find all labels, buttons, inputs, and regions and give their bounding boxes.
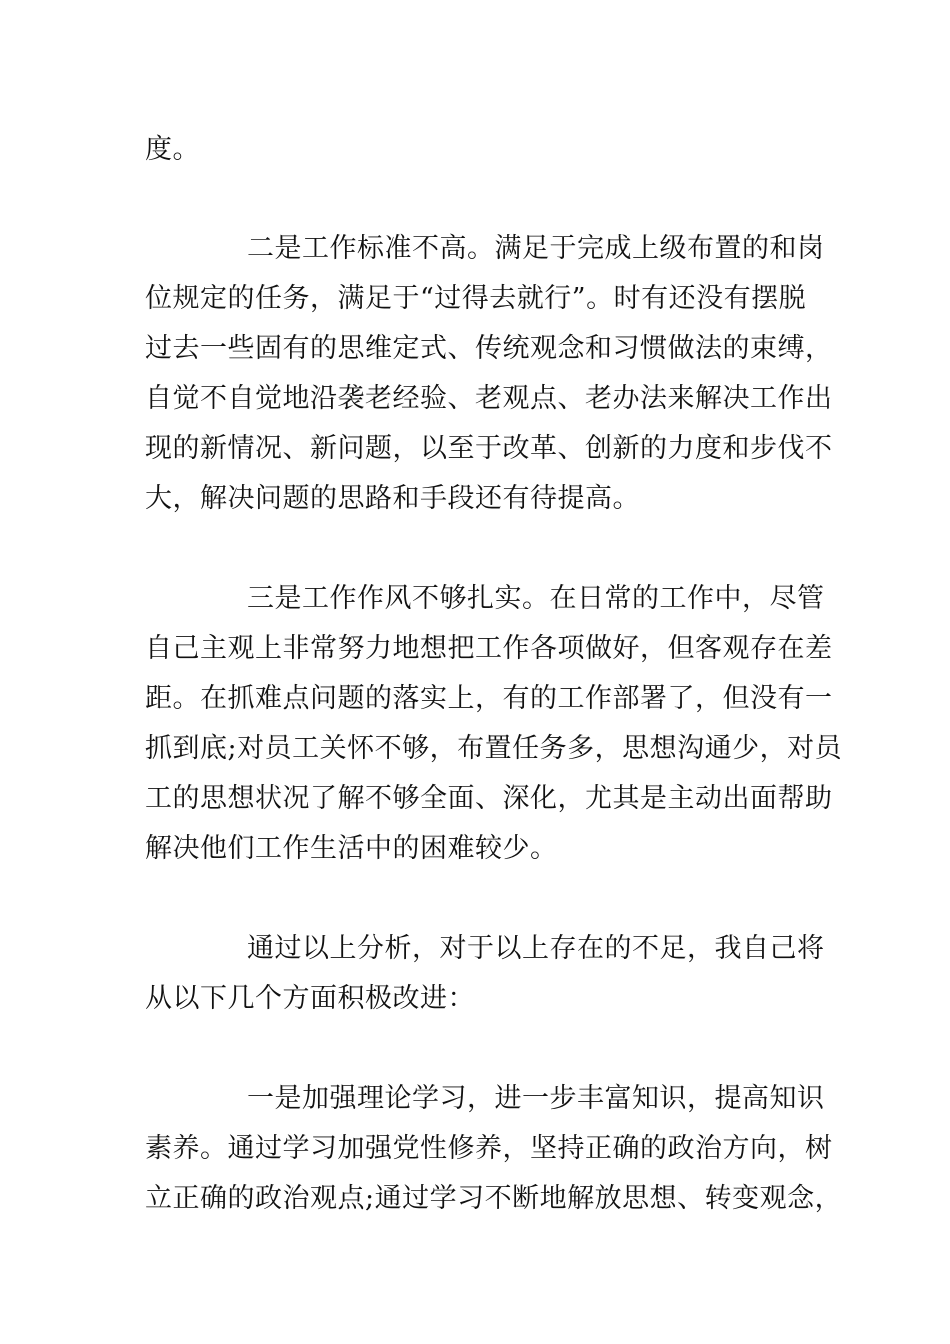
paragraph-line: 自己主观上非常努力地想把工作各项做好，但客观存在差: [145, 633, 833, 664]
paragraph-line: 素养。通过学习加强党性修养，坚持正确的政治方向，树: [145, 1133, 833, 1164]
paragraph-line: 解决他们工作生活中的困难较少。: [145, 833, 558, 864]
paragraph-line: 自觉不自觉地沿袭老经验、老观点、老办法来解决工作出: [145, 383, 833, 414]
paragraph-line: 工的思想状况了解不够全面、深化，尤其是主动出面帮助: [145, 783, 833, 814]
paragraph-line: 立正确的政治观点;通过学习不断地解放思想、转变观念，: [145, 1183, 843, 1214]
fragment-line: 度。: [145, 134, 200, 165]
paragraph-line: 过去一些固有的思维定式、传统观念和习惯做法的束缚，: [145, 333, 833, 364]
paragraph-line: 从以下几个方面积极改进：: [145, 983, 475, 1014]
paragraph-line: 一是加强理论学习，进一步丰富知识，提高知识: [247, 1083, 825, 1114]
paragraph-line: 大，解决问题的思路和手段还有待提高。: [145, 483, 640, 514]
paragraph-line: 现的新情况、新问题，以至于改革、创新的力度和步伐不: [145, 433, 833, 464]
paragraph-line: 通过以上分析，对于以上存在的不足，我自己将: [247, 933, 825, 964]
paragraph-line: 二是工作标准不高。满足于完成上级布置的和岗: [247, 233, 825, 264]
paragraph-line: 抓到底;对员工关怀不够，布置任务多，思想沟通少，对员: [145, 733, 843, 764]
paragraph-line: 距。在抓难点问题的落实上，有的工作部署了，但没有一: [145, 683, 833, 714]
paragraph-line: 三是工作作风不够扎实。在日常的工作中，尽管: [247, 583, 825, 614]
paragraph-line: 位规定的任务，满足于“过得去就行”。时有还没有摆脱: [145, 283, 807, 314]
